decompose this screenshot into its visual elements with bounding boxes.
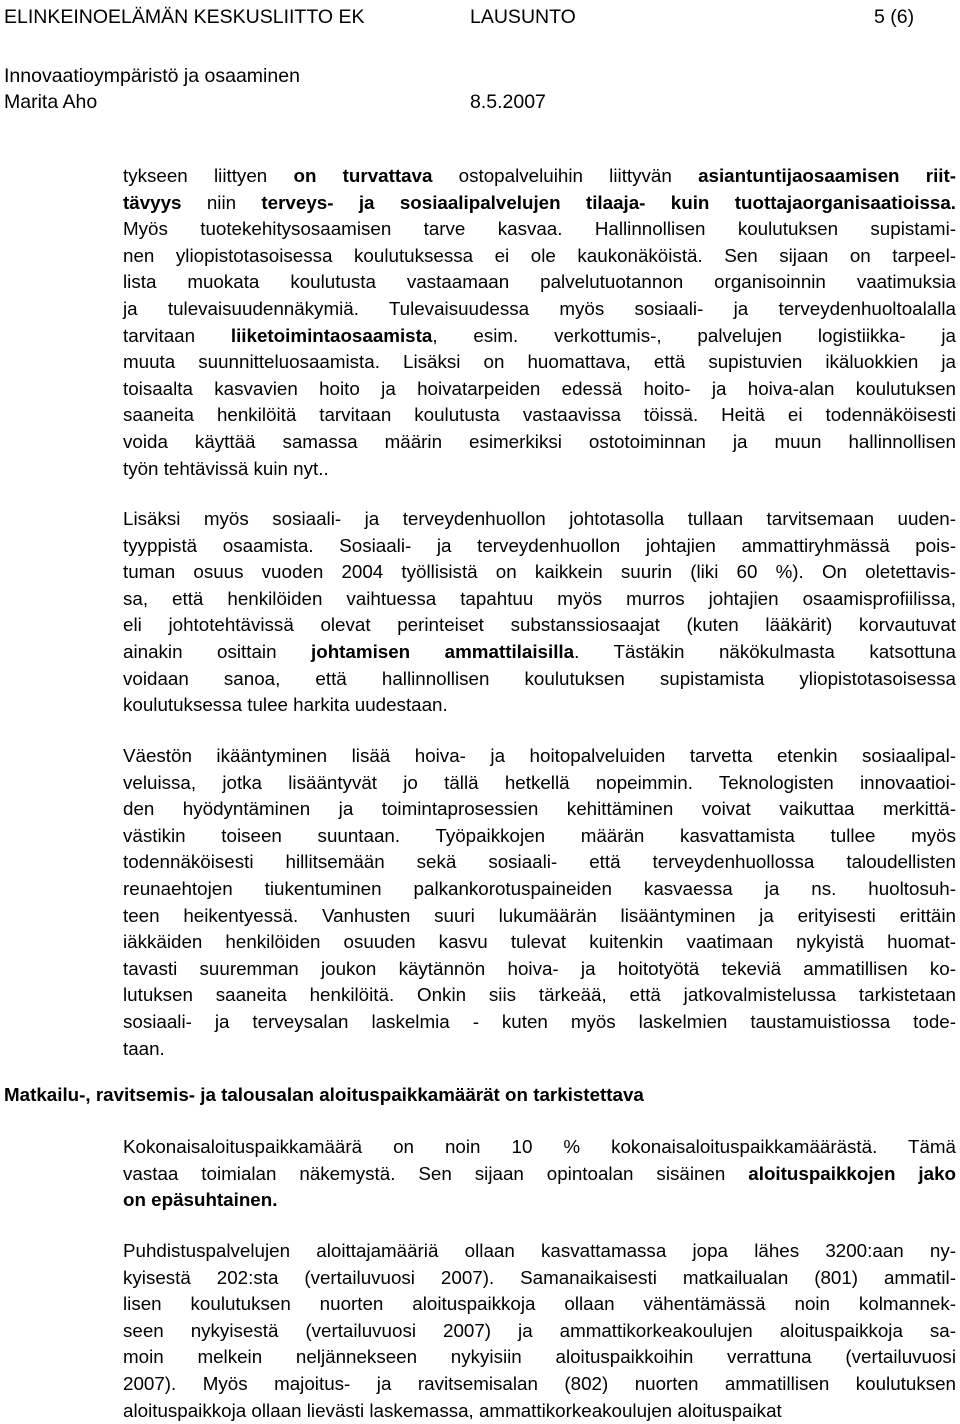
text-run: Puhdistuspalvelujen aloittajamääriä ollaan kasvattamassa jopa lähes 3200:aan ny-	[123, 1240, 956, 1261]
text-run: lisen koulutuksen nuorten aloituspaikkoja ollaan vähentämässä noin kolmannek-	[123, 1293, 956, 1315]
text-run: teen heikentyessä. Vanhusten suuri lukumäärän lisääntyminen ja erityisesti erittäin	[123, 904, 956, 926]
text-run: ja tulevaisuudennäkymiä. Tulevaisuudessa myös sosiaali- ja terveydenhuoltoalalla	[123, 297, 956, 319]
bold-text: johtamisen ammattilaisilla	[311, 640, 575, 662]
text-line	[123, 666, 956, 693]
text-run: , esim. verkottumis-, palvelujen logistiikka- ja	[432, 324, 956, 346]
text-run: aloituspaikkoja ollaan lievästi laskemassa, ammattikorkeakoulujen aloituspaikat	[123, 1399, 782, 1421]
text-run: den hyödyntäminen ja toimintaprosessien kehittäminen voivat vaikuttaa merkittä-	[123, 798, 956, 820]
text-line	[123, 323, 956, 350]
text-run: veluissa, jotka lisääntyvät jo tällä hetkellä nopeimmin. Teknologisten innovaatioi-	[123, 771, 956, 793]
text-run: Kokonaisaloituspaikkamäärä on noin 10 % kokonaisaloituspaikkamäärästä. Tämä	[123, 1136, 956, 1157]
page-number: 5 (6)	[874, 6, 915, 28]
paragraph	[123, 163, 956, 482]
text-line	[123, 1344, 956, 1371]
text-run: ainakin osittain	[123, 640, 312, 662]
text-line	[123, 1134, 956, 1161]
section-heading: Matkailu-, ravitsemis- ja talousalan aloituspaikkamäärät on tarkistettava	[4, 1084, 644, 1105]
bold-text: terveys- ja sosiaalipalvelujen tilaaja- kuin tuottajaorganisaatioissa.	[261, 191, 957, 213]
text-line	[123, 770, 956, 797]
text-run: eli johtotehtävissä olevat perinteiset substanssiosaajat (kuten lääkärit) korvautuvat	[123, 614, 956, 636]
text-run: muuta suunnitteluosaamista. Lisäksi on huomattava, että supistuvien ikäluokkien ja	[123, 351, 956, 373]
text-run: iäkkäiden henkilöiden osuuden kasvu tulevat kuitenkin vaatimaan nykyistä huomat-	[123, 931, 956, 953]
text-run: voida käyttää samassa määrin esimerkiksi ostotoiminnan ja muun hallinnollisen	[123, 430, 956, 452]
text-line	[123, 639, 956, 666]
text-run: reunaehtojen tiukentuminen palkankorotuspaineiden kasvaessa ja ns. huoltosuh-	[123, 877, 956, 899]
text-run: nen yliopistotasoisessa koulutuksessa ei ole kaukonäköistä. Sen sijaan on tarpeel-	[123, 244, 956, 266]
text-run: Myös tuotekehitysosaamisen tarve kasvaa. Hallinnollisen koulutuksen supistami-	[123, 218, 956, 240]
text-run: seen nykyisestä (vertailuvuosi 2007) ja ammattikorkeakoulujen aloituspaikkoja sa-	[123, 1319, 956, 1341]
text-run: kyisestä 202:sta (vertailuvuosi 2007). Samanaikaisesti matkailualan (801) ammatil-	[123, 1266, 956, 1288]
text-line	[123, 349, 956, 376]
text-line	[123, 586, 956, 613]
organization-name: ELINKEINOELÄMÄN KESKUSLIITTO EK	[4, 6, 365, 28]
text-run: tyyppistä osaamista. Sosiaali- ja terveydenhuollon johtajien ammattiryhmässä pois-	[123, 534, 956, 556]
text-run: koulutuksessa tulee harkita uudestaan.	[123, 694, 448, 716]
text-line	[123, 612, 956, 639]
bold-text: on epäsuhtainen.	[123, 1189, 278, 1211]
paragraph	[123, 1134, 956, 1214]
text-line	[123, 1371, 956, 1398]
text-line	[123, 1291, 956, 1318]
author: Marita Aho	[4, 91, 98, 113]
department: Innovaatioympäristö ja osaaminen	[4, 65, 300, 87]
text-run: ostopalveluihin liittyvän	[432, 165, 699, 186]
text-run: työn tehtävissä kuin nyt..	[123, 457, 329, 479]
text-line	[123, 296, 956, 323]
text-line	[123, 402, 956, 429]
paragraph	[123, 506, 956, 719]
text-run: voidaan sanoa, että hallinnollisen koulutuksen supistamista yliopistotasoisessa	[123, 667, 956, 689]
text-line	[123, 796, 956, 823]
text-line	[123, 903, 956, 930]
text-line	[123, 956, 956, 983]
text-run: toisaalta kasvavien hoito ja hoivatarpeiden edessä hoito- ja hoiva-alan koulutuksen	[123, 377, 956, 399]
text-run: taan.	[123, 1037, 165, 1059]
text-run: . Tästäkin näkökulmasta katsottuna	[574, 640, 956, 662]
document-type: LAUSUNTO	[470, 6, 576, 28]
text-line	[123, 982, 956, 1009]
text-line	[123, 1398, 956, 1424]
text-line	[123, 216, 956, 243]
text-run: todennäköisesti hillitsemään sekä sosiaali- että terveydenhuollossa taloudellisten	[123, 851, 956, 873]
text-run: tykseen liittyen	[123, 165, 294, 186]
bold-text: tävyys	[123, 191, 182, 213]
text-line	[123, 559, 956, 586]
bold-text: on turvattava	[293, 165, 433, 186]
text-line	[123, 1036, 956, 1063]
text-line	[123, 849, 956, 876]
text-run: tuman osuus vuoden 2004 työllisistä on kaikkein suurin (liki 60 %). On oletettavis-	[123, 561, 956, 583]
bold-text: liiketoimintaosaamista	[230, 324, 433, 346]
bold-text: asiantuntijaosaamisen riit-	[698, 165, 957, 186]
text-line	[123, 1265, 956, 1292]
text-line	[123, 1318, 956, 1345]
text-run: Lisäksi myös sosiaali- ja terveydenhuollon johtotasolla tullaan tarvitsemaan uuden-	[123, 508, 956, 529]
text-line	[123, 1187, 956, 1214]
text-run: sa, että henkilöiden vaihtuessa tapahtuu myös murros johtajien osaamisprofiilissa,	[123, 587, 956, 609]
text-line	[123, 269, 956, 296]
text-run: moin melkein neljännekseen nykyisiin aloituspaikkoihin verrattuna (vertailuvuosi	[123, 1346, 956, 1368]
text-line	[123, 163, 956, 190]
text-run: Väestön ikääntyminen lisää hoiva- ja hoitopalveluiden tarvetta etenkin sosiaalipal-	[123, 745, 956, 766]
text-run: lutuksen saaneita henkilöitä. Onkin siis tärkeää, että jatkovalmistelussa tarkistetaan	[123, 984, 956, 1006]
text-run: västikin toiseen suuntaan. Työpaikkojen määrän kasvattamista tullee myös	[123, 824, 956, 846]
text-run: tavasti suuremman joukon käytännön hoiva- ja hoitotyötä tekeviä ammatillisen ko-	[123, 957, 956, 979]
text-line	[123, 429, 956, 456]
text-line	[123, 692, 956, 719]
paragraph	[123, 743, 956, 1062]
text-line	[123, 243, 956, 270]
text-line	[123, 506, 956, 533]
text-line	[123, 1161, 956, 1188]
text-run: saaneita henkilöitä tarvitaan koulutusta vastaavissa töissä. Heitä ei todennäköisesti	[123, 404, 956, 426]
text-line	[123, 876, 956, 903]
text-line	[123, 456, 956, 483]
text-run: 2007). Myös majoitus- ja ravitsemisalan (802) nuorten ammatillisen koulutuksen	[123, 1372, 956, 1394]
text-run: tarvitaan	[123, 324, 231, 346]
text-run: lista muokata koulutusta vastaamaan palvelutuotannon organisoinnin vaatimuksia	[123, 271, 956, 293]
text-line	[123, 376, 956, 403]
document-date: 8.5.2007	[470, 91, 546, 113]
text-run: sosiaali- ja terveysalan laskelmia - kuten myös laskelmien taustamuistiossa tode-	[123, 1010, 956, 1032]
text-line	[123, 1238, 956, 1265]
text-line	[123, 1009, 956, 1036]
text-line	[123, 823, 956, 850]
text-run: vastaa toimialan näkemystä. Sen sijaan opintoalan sisäinen	[123, 1162, 749, 1184]
paragraph	[123, 1238, 956, 1424]
text-line	[123, 743, 956, 770]
text-line	[123, 533, 956, 560]
bold-text: aloituspaikkojen jako	[748, 1162, 956, 1184]
text-line	[123, 190, 956, 217]
text-run: niin	[181, 191, 262, 213]
text-line	[123, 929, 956, 956]
